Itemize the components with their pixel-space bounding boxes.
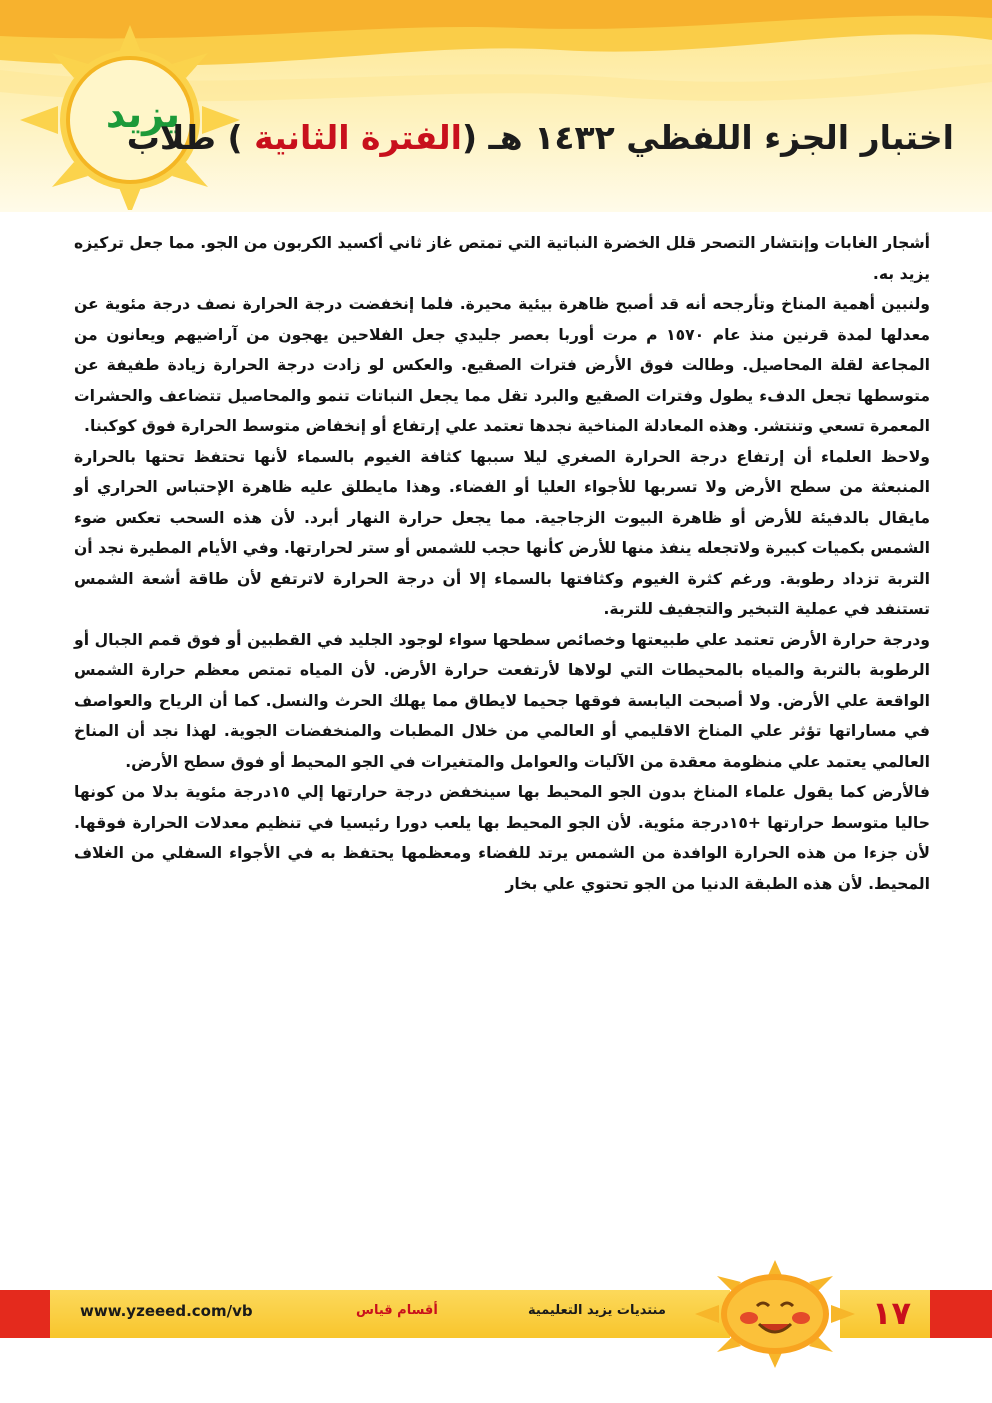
footer-section-label: أقسام قياس [356, 1303, 438, 1318]
paragraph: أشجار الغابات وإنتشار التصحر قلل الخضرة النباتية التي تمتص غاز ثاني أكسيد الكربون من الجو. مما جعل تركيزه يزيد به. [74, 234, 930, 283]
footer-forum-name: منتديات يزيد التعليمية [528, 1303, 666, 1318]
website-link[interactable]: www.yzeeed.com/vb [80, 1302, 253, 1320]
title-part-1: اختبار الجزء اللفظي ١٤٣٢ هـ ( [461, 118, 954, 157]
page-header [0, 0, 992, 212]
page-footer [0, 1290, 992, 1350]
page-number: ١٧ [872, 1294, 912, 1332]
paragraph: فالأرض كما يقول علماء المناخ بدون الجو المحيط بها سينخفض درجة حرارتها إلي ١٥درجة مئوية بدلا من كونها حاليا متوسط حرارتها +١٥درجة مئوية. لأن الجو المحيط بها يلعب دورا رئيسيا في تنظيم معدلات الحرارة فوقها. لأن جزءا من هذه الحرارة الوافدة من الشمس يرتد للفضاء ومعظمها يحتفظ به في الأجواء السفلي من الغلاف المحيط. لأن هذه الطبقة الدنيا من الجو تحتوي علي بخار [74, 783, 930, 893]
paragraph: ولاحظ العلماء أن إرتفاع درجة الحرارة الصغري ليلا سببها كثافة الغيوم بالسماء لأنها تحتفظ تحتها بالحرارة المنبعثة من سطح الأرض ولا تسربها للأجواء العليا أو الفضاء. وهذا مايطلق عليه ظاهرة الإحتباس الحراري أو مايقال بالدفيئة للأرض أو ظاهرة البيوت الزجاجية. مما يجعل حرارة النهار أبرد. لأن هذه السحب تعكس ضوء الشمس بكميات كبيرة ولاتجعله ينفذ منها للأرض كأنها حجب للشمس أو ستر لحرارتها. وفي الأيام المطيرة نجد أن التربة تزداد رطوبة. ورغم كثرة الغيوم وكثافتها بالسماء إلا أن درجة الحرارة لاترتفع لأن طاقة أشعة الشمس تستنفد في عملية التبخير والتجفيف للتربة. [74, 447, 930, 618]
article-body [74, 228, 930, 899]
logo [0, 20, 240, 210]
paragraph: ودرجة حرارة الأرض تعتمد علي طبيعتها وخصائص سطحها سواء لوجود الجليد في القطبين أو فوق قمم الجبال أو الرطوبة بالتربة والمياه بالمحيطات التي لولاها لأرتفعت حرارة الأرض. لأن المياه تمتص معظم حرارة الشمس الواقعة علي الأرض. ولا أصبحت اليابسة فوقها جحيما لايطاق مما يهلك الحرث والنسل. كما أن الرياح والعواصف في مساراتها تؤثر علي المناخ الاقليمي أو العالمي من خلال المطبات والمنخفضات الجوية. لهذا نجد أن المناخ العالمي يعتمد علي منظومة معقدة من الآليات والعوامل والمتغيرات في الجو المحيط أو فوق سطح الأرض. [74, 630, 930, 771]
smiling-sun-icon [690, 1260, 860, 1370]
footer-red-block-right [930, 1290, 992, 1338]
title-highlight: الفترة الثانية [254, 118, 462, 157]
paragraph: ولنبين أهمية المناخ وتأرجحه أنه قد أصبح ظاهرة بيئية محيرة. فلما إنخفضت درجة الحرارة نصف درجة مئوية عن معدلها لمدة قرنين منذ عام ١٥٧٠ م مرت أوربا بعصر جليدي جعل الفلاحين يهجون من آراضيهم ويعانون من المجاعة لقلة المحاصيل. وطالت فوق الأرض فترات الصقيع. والعكس لو زادت درجة الحرارة زيادة طفيفة عن متوسطها تجعل الدفء يطول وفترات الصقيع والبرد تقل مما يجعل النباتات تنمو والمحاصيل تتضاعف والحشرات المعمرة تسعي وتنتشر. وهذه المعادلة المناخية نجدها تعتمد علي إرتفاع أو إنخفاض متوسط الحرارة فوق كوكبنا. [74, 295, 930, 435]
page-title [126, 118, 954, 157]
footer-red-block-left [0, 1290, 50, 1338]
title-part-2: ) طلاب [126, 118, 255, 157]
logo-text: يزيد [105, 92, 181, 136]
